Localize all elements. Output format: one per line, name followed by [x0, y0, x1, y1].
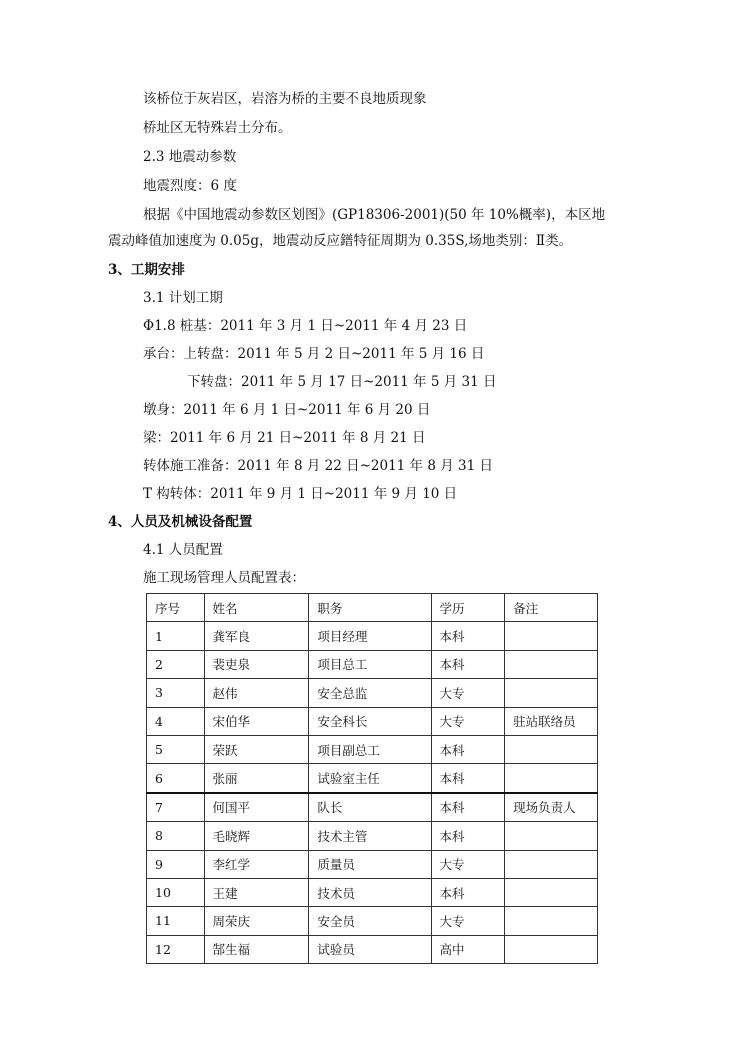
cell-index: 6: [147, 764, 205, 793]
schedule-item-beam: 梁：2011 年 6 月 21 日~2011 年 8 月 21 日: [143, 430, 426, 446]
cell-index: 4: [147, 707, 205, 735]
cell-position: 队长: [309, 793, 431, 822]
cell-remarks: [505, 935, 598, 963]
schedule-item-t-rotation: T 构转体：2011 年 9 月 1 日~2011 年 9 月 10 日: [143, 486, 458, 502]
cell-education: 本科: [431, 650, 505, 678]
cell-position: 安全总监: [309, 679, 431, 707]
cell-name: 王建: [204, 878, 309, 906]
cell-remarks: [505, 822, 598, 850]
cell-name: 张丽: [204, 764, 309, 793]
cell-position: 技术主管: [309, 822, 431, 850]
cell-index: 7: [147, 793, 205, 822]
cell-index: 12: [147, 935, 205, 963]
cell-index: 1: [147, 622, 205, 650]
table-row: [147, 850, 598, 878]
cell-index: 11: [147, 907, 205, 935]
cell-education: 本科: [431, 764, 505, 793]
cell-remarks: 现场负责人: [505, 793, 598, 822]
cell-education: 本科: [431, 735, 505, 763]
cell-remarks: [505, 878, 598, 906]
table-row: [147, 735, 598, 763]
cell-name: 赵伟: [204, 679, 309, 707]
schedule-item-pile: Φ1.8 桩基：2011 年 3 月 1 日~2011 年 4 月 23 日: [143, 318, 468, 334]
cell-education: 大专: [431, 679, 505, 707]
paragraph-zoning-1: 根据《中国地震动参数区划图》(GP18306-2001)(50 年 10%概率)，本区地: [143, 207, 606, 223]
schedule-item-cap-lower: 下转盘：2011 年 5 月 17 日~2011 年 5 月 31 日: [187, 374, 497, 390]
cell-index: 10: [147, 878, 205, 906]
paragraph-intensity: 地震烈度：6 度: [143, 178, 237, 194]
cell-education: 本科: [431, 822, 505, 850]
subheading-personnel: 4.1 人员配置: [143, 542, 223, 558]
cell-index: 8: [147, 822, 205, 850]
cell-position: 项目总工: [309, 650, 431, 678]
cell-education: 大专: [431, 707, 505, 735]
cell-index: 9: [147, 850, 205, 878]
cell-remarks: [505, 679, 598, 707]
schedule-item-pier: 墩身：2011 年 6 月 1 日~2011 年 6 月 20 日: [143, 402, 431, 418]
cell-position: 技术员: [309, 878, 431, 906]
cell-index: 5: [147, 735, 205, 763]
paragraph-karst: 该桥位于灰岩区，岩溶为桥的主要不良地质现象: [143, 91, 427, 107]
cell-name: 龚军良: [204, 622, 309, 650]
subheading-planned-period: 3.1 计划工期: [143, 290, 223, 306]
table-row: [147, 822, 598, 850]
table-row: [147, 907, 598, 935]
cell-position: 安全员: [309, 907, 431, 935]
cell-name: 李红学: [204, 850, 309, 878]
cell-position: 项目副总工: [309, 735, 431, 763]
cell-position: 安全科长: [309, 707, 431, 735]
cell-education: 大专: [431, 907, 505, 935]
cell-name: 裴吏泉: [204, 650, 309, 678]
table-row: [147, 707, 598, 735]
schedule-item-cap-upper: 承台：上转盘：2011 年 5 月 2 日~2011 年 5 月 16 日: [143, 346, 485, 362]
table-row: [147, 764, 598, 793]
table-caption: 施工现场管理人员配置表：: [143, 570, 305, 586]
paragraph-soil: 桥址区无特殊岩土分布。: [143, 120, 292, 136]
cell-education: 本科: [431, 878, 505, 906]
table-row: [147, 935, 598, 963]
header-remarks: 备注: [505, 594, 598, 622]
header-education: 学历: [431, 594, 505, 622]
cell-name: 毛晓辉: [204, 822, 309, 850]
cell-name: 何国平: [204, 793, 309, 822]
cell-index: 3: [147, 679, 205, 707]
header-index: 序号: [147, 594, 205, 622]
cell-education: 大专: [431, 850, 505, 878]
table-row: [147, 622, 598, 650]
cell-name: 周荣庆: [204, 907, 309, 935]
section-heading-schedule: 3、工期安排: [108, 262, 185, 278]
cell-education: 本科: [431, 622, 505, 650]
paragraph-zoning-2: 震动峰值加速度为 0.05g，地震动反应鐠特征周期为 0.35S,场地类别：Ⅱ类。: [108, 233, 573, 249]
table-row: [147, 679, 598, 707]
cell-education: 高中: [431, 935, 505, 963]
schedule-item-rotation-prep: 转体施工准备：2011 年 8 月 22 日~2011 年 8 月 31 日: [143, 458, 493, 474]
cell-name: 宋伯华: [204, 707, 309, 735]
table-row: [147, 793, 598, 822]
section-heading-staffing: 4、人员及机械设备配置: [108, 514, 253, 530]
table-row: [147, 878, 598, 906]
cell-index: 2: [147, 650, 205, 678]
cell-remarks: [505, 764, 598, 793]
cell-education: 本科: [431, 793, 505, 822]
header-name: 姓名: [204, 594, 309, 622]
cell-name: 郜生福: [204, 935, 309, 963]
header-position: 职务: [309, 594, 431, 622]
cell-remarks: [505, 650, 598, 678]
subheading-seismic: 2.3 地震动参数: [143, 149, 237, 165]
cell-position: 试验室主任: [309, 764, 431, 793]
cell-position: 试验员: [309, 935, 431, 963]
cell-remarks: 驻站联络员: [505, 707, 598, 735]
table-header-row: [147, 594, 598, 622]
cell-position: 项目经理: [309, 622, 431, 650]
staff-table: [146, 593, 598, 964]
table-row: [147, 650, 598, 678]
cell-name: 荣跃: [204, 735, 309, 763]
cell-remarks: [505, 622, 598, 650]
cell-remarks: [505, 907, 598, 935]
cell-remarks: [505, 850, 598, 878]
cell-remarks: [505, 735, 598, 763]
cell-position: 质量员: [309, 850, 431, 878]
